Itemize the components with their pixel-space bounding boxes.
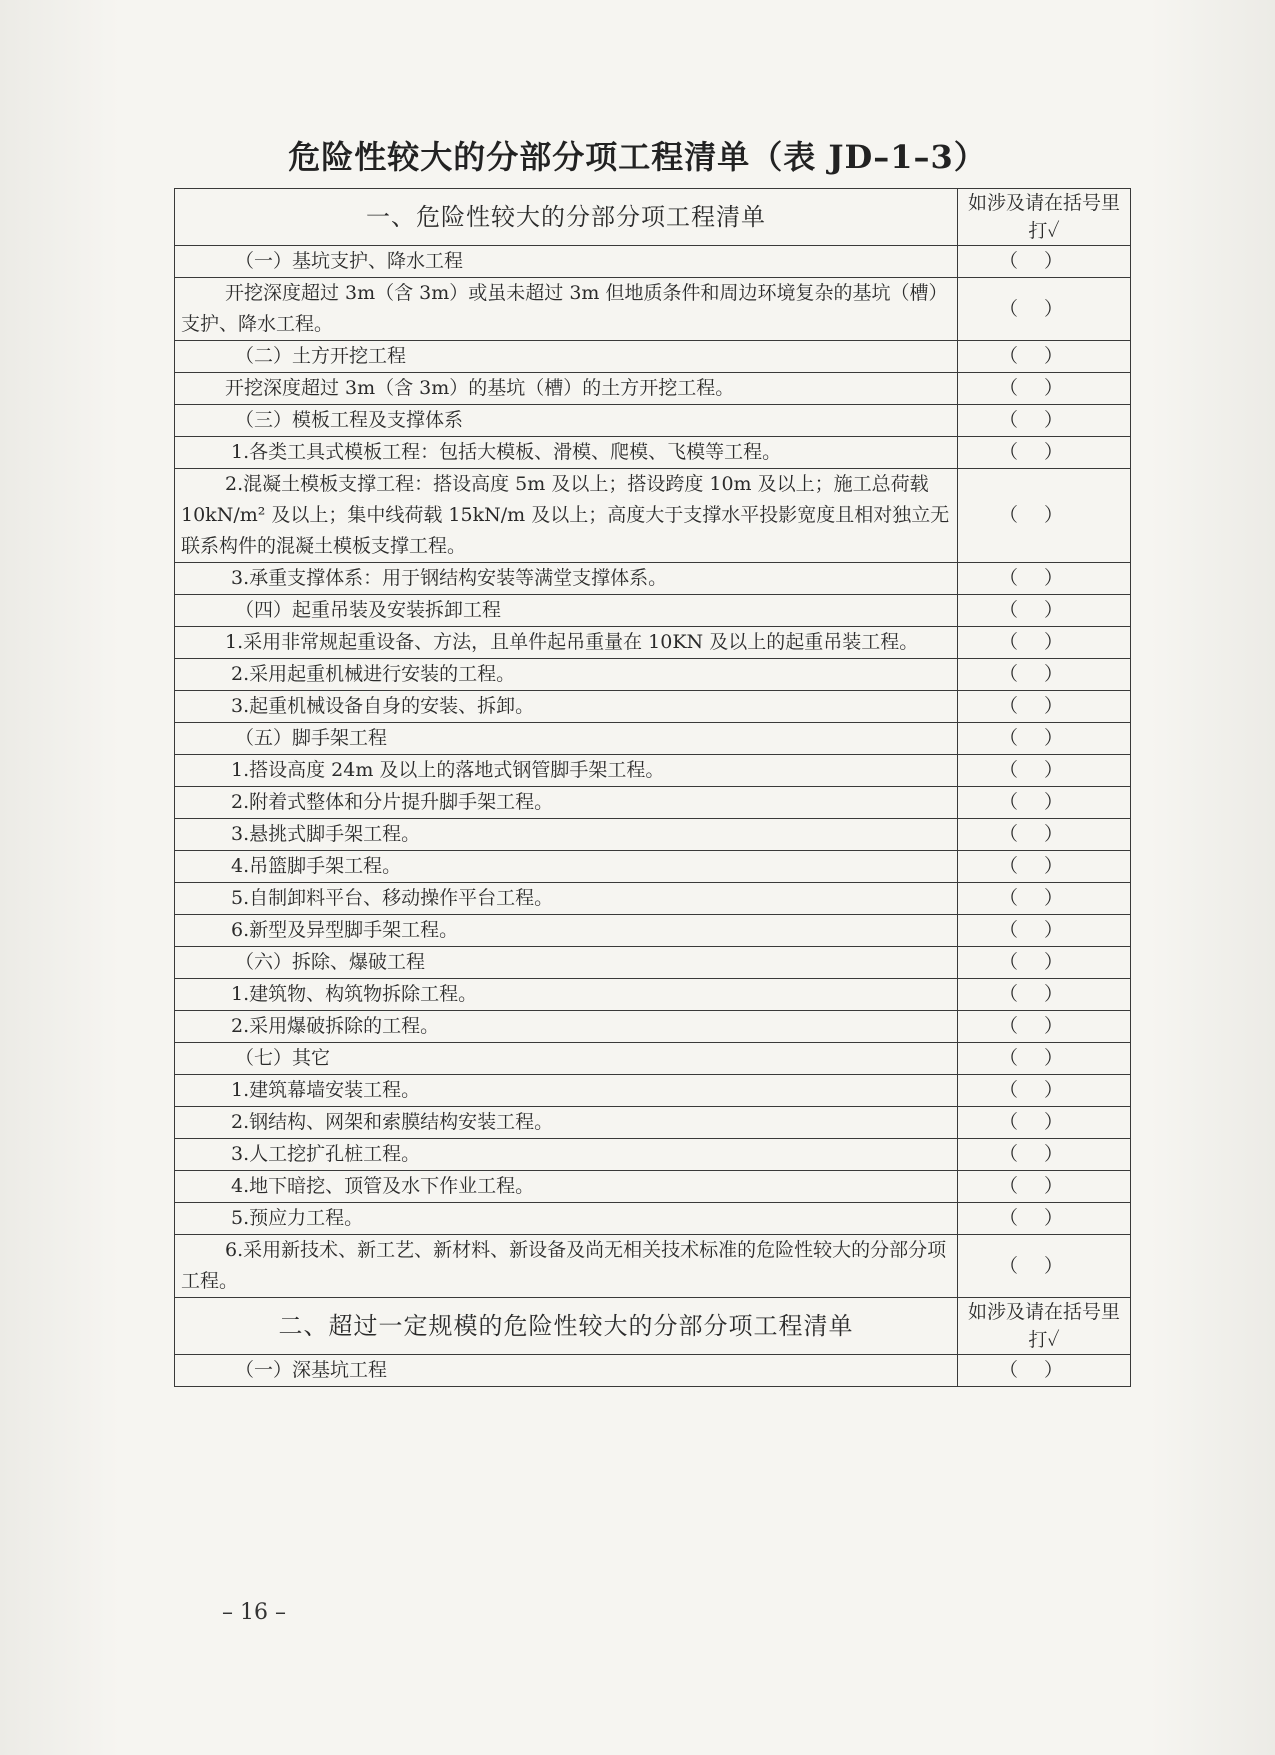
check-box-cell[interactable] xyxy=(958,755,1131,787)
item-text: 3.悬挑式脚手架工程。 xyxy=(175,819,958,851)
check-box-cell[interactable] xyxy=(958,1355,1131,1387)
check-parentheses[interactable]: （） xyxy=(998,663,1089,685)
check-box-cell[interactable] xyxy=(958,723,1131,755)
page-number: – 16 – xyxy=(222,1600,286,1625)
item-text: 1.采用非常规起重设备、方法，且单件起吊重量在 10KN 及以上的起重吊装工程。 xyxy=(175,627,958,659)
check-parentheses[interactable]: （） xyxy=(998,504,1089,526)
table-row xyxy=(175,1107,1131,1139)
check-parentheses[interactable]: （） xyxy=(998,1175,1089,1197)
item-text: 2.混凝土模板支撑工程：搭设高度 5m 及以上；搭设跨度 10m 及以上；施工总荷载 10kN/m² 及以上；集中线荷载 15kN/m 及以上；高度大于支撑水平投影宽度且相对独立无联系构件的混凝土模板支撑工程。 xyxy=(175,469,958,563)
item-text: 4.地下暗挖、顶管及水下作业工程。 xyxy=(175,1171,958,1203)
item-text: 1.各类工具式模板工程：包括大模板、滑模、爬模、飞模等工程。 xyxy=(175,437,958,469)
check-parentheses[interactable]: （） xyxy=(998,1359,1089,1381)
item-text: 2.钢结构、网架和索膜结构安装工程。 xyxy=(175,1107,958,1139)
section-heading: 一、危险性较大的分部分项工程清单 xyxy=(175,189,958,246)
table-row xyxy=(175,851,1131,883)
check-box-cell[interactable] xyxy=(958,627,1131,659)
check-parentheses[interactable]: （） xyxy=(998,1079,1089,1101)
check-box-cell[interactable] xyxy=(958,405,1131,437)
check-box-cell[interactable] xyxy=(958,691,1131,723)
item-text: 3.人工挖扩孔桩工程。 xyxy=(175,1139,958,1171)
table-row xyxy=(175,373,1131,405)
check-parentheses[interactable]: （） xyxy=(998,1015,1089,1037)
item-text: 6.新型及异型脚手架工程。 xyxy=(175,915,958,947)
check-parentheses[interactable]: （） xyxy=(998,377,1089,399)
check-box-cell[interactable] xyxy=(958,947,1131,979)
item-text: 1.建筑物、构筑物拆除工程。 xyxy=(175,979,958,1011)
table-row xyxy=(175,819,1131,851)
category-label: （六）拆除、爆破工程 xyxy=(175,947,958,979)
check-parentheses[interactable]: （） xyxy=(998,951,1089,973)
check-parentheses[interactable]: （） xyxy=(998,1111,1089,1133)
item-text: 5.预应力工程。 xyxy=(175,1203,958,1235)
check-box-cell[interactable] xyxy=(958,1011,1131,1043)
check-parentheses[interactable]: （） xyxy=(998,1047,1089,1069)
table-row xyxy=(175,691,1131,723)
table-row xyxy=(175,469,1131,563)
table-row xyxy=(175,755,1131,787)
check-box-cell[interactable] xyxy=(958,787,1131,819)
check-box-cell[interactable] xyxy=(958,883,1131,915)
check-box-cell[interactable] xyxy=(958,341,1131,373)
table-row xyxy=(175,1171,1131,1203)
table-row xyxy=(175,1043,1131,1075)
hazard-project-table xyxy=(174,188,1131,1387)
check-parentheses[interactable]: （） xyxy=(998,631,1089,653)
table-row xyxy=(175,787,1131,819)
table-row xyxy=(175,947,1131,979)
check-parentheses[interactable]: （） xyxy=(998,727,1089,749)
table-row xyxy=(175,563,1131,595)
category-label: （五）脚手架工程 xyxy=(175,723,958,755)
table-row xyxy=(175,1203,1131,1235)
category-label: （三）模板工程及支撑体系 xyxy=(175,405,958,437)
item-text: 2.采用爆破拆除的工程。 xyxy=(175,1011,958,1043)
check-box-cell[interactable] xyxy=(958,1171,1131,1203)
check-parentheses[interactable]: （） xyxy=(998,823,1089,845)
table-row xyxy=(175,659,1131,691)
check-hint: 如涉及请在括号里打✓ xyxy=(958,1298,1131,1355)
table-row xyxy=(175,1139,1131,1171)
item-text: 2.附着式整体和分片提升脚手架工程。 xyxy=(175,787,958,819)
category-label: （二）土方开挖工程 xyxy=(175,341,958,373)
check-hint: 如涉及请在括号里打✓ xyxy=(958,189,1131,246)
check-parentheses[interactable]: （） xyxy=(998,855,1089,877)
item-text: 6.采用新技术、新工艺、新材料、新设备及尚无相关技术标准的危险性较大的分部分项工程。 xyxy=(175,1235,958,1298)
item-text: 开挖深度超过 3m（含 3m）的基坑（槽）的土方开挖工程。 xyxy=(175,373,958,405)
check-box-cell[interactable] xyxy=(958,278,1131,341)
check-box-cell[interactable] xyxy=(958,1203,1131,1235)
table-row xyxy=(175,1075,1131,1107)
item-text: 1.建筑幕墙安装工程。 xyxy=(175,1075,958,1107)
check-box-cell[interactable] xyxy=(958,1139,1131,1171)
check-parentheses[interactable]: （） xyxy=(998,441,1089,463)
check-parentheses[interactable]: （） xyxy=(998,1207,1089,1229)
check-parentheses[interactable]: （） xyxy=(998,599,1089,621)
table-row xyxy=(175,278,1131,341)
category-label: （一）深基坑工程 xyxy=(175,1355,958,1387)
check-parentheses[interactable]: （） xyxy=(998,250,1089,272)
item-text: 3.起重机械设备自身的安装、拆卸。 xyxy=(175,691,958,723)
section-header-row xyxy=(175,1298,1131,1355)
table-row xyxy=(175,883,1131,915)
page-title: 危险性较大的分部分项工程清单（表 JD–1–3） xyxy=(288,138,987,176)
check-box-cell[interactable] xyxy=(958,437,1131,469)
check-parentheses[interactable]: （） xyxy=(998,297,1089,320)
table-row xyxy=(175,979,1131,1011)
check-box-cell[interactable] xyxy=(958,469,1131,563)
check-box-cell[interactable] xyxy=(958,915,1131,947)
table-row xyxy=(175,246,1131,278)
category-label: （一）基坑支护、降水工程 xyxy=(175,246,958,278)
check-box-cell[interactable] xyxy=(958,1107,1131,1139)
check-box-cell[interactable] xyxy=(958,979,1131,1011)
table-row xyxy=(175,627,1131,659)
table-row xyxy=(175,1355,1131,1387)
check-parentheses[interactable]: （） xyxy=(998,1254,1089,1277)
check-box-cell[interactable] xyxy=(958,246,1131,278)
table-row xyxy=(175,405,1131,437)
item-text: 3.承重支撑体系：用于钢结构安装等满堂支撑体系。 xyxy=(175,563,958,595)
check-parentheses[interactable]: （） xyxy=(998,759,1089,781)
check-box-cell[interactable] xyxy=(958,819,1131,851)
check-box-cell[interactable] xyxy=(958,595,1131,627)
check-parentheses[interactable]: （） xyxy=(998,567,1089,589)
section-heading: 二、超过一定规模的危险性较大的分部分项工程清单 xyxy=(175,1298,958,1355)
section-header-row xyxy=(175,189,1131,246)
check-box-cell[interactable] xyxy=(958,1235,1131,1298)
table-row xyxy=(175,1011,1131,1043)
item-text: 2.采用起重机械进行安装的工程。 xyxy=(175,659,958,691)
check-box-cell[interactable] xyxy=(958,373,1131,405)
check-box-cell[interactable] xyxy=(958,563,1131,595)
item-text: 4.吊篮脚手架工程。 xyxy=(175,851,958,883)
check-parentheses[interactable]: （） xyxy=(998,919,1089,941)
table-row xyxy=(175,723,1131,755)
check-parentheses[interactable]: （） xyxy=(998,409,1089,431)
item-text: 1.搭设高度 24m 及以上的落地式钢管脚手架工程。 xyxy=(175,755,958,787)
table-row xyxy=(175,437,1131,469)
table-row xyxy=(175,341,1131,373)
check-box-cell[interactable] xyxy=(958,1043,1131,1075)
item-text: 5.自制卸料平台、移动操作平台工程。 xyxy=(175,883,958,915)
table-row xyxy=(175,915,1131,947)
table-row xyxy=(175,1235,1131,1298)
check-parentheses[interactable]: （） xyxy=(998,345,1089,367)
check-box-cell[interactable] xyxy=(958,659,1131,691)
item-text: 开挖深度超过 3m（含 3m）或虽未超过 3m 但地质条件和周边环境复杂的基坑（槽）支护、降水工程。 xyxy=(175,278,958,341)
check-box-cell[interactable] xyxy=(958,851,1131,883)
category-label: （七）其它 xyxy=(175,1043,958,1075)
category-label: （四）起重吊装及安装拆卸工程 xyxy=(175,595,958,627)
check-parentheses[interactable]: （） xyxy=(998,887,1089,909)
check-parentheses[interactable]: （） xyxy=(998,791,1089,813)
table-row xyxy=(175,595,1131,627)
check-parentheses[interactable]: （） xyxy=(998,983,1089,1005)
check-parentheses[interactable]: （） xyxy=(998,1143,1089,1165)
check-box-cell[interactable] xyxy=(958,1075,1131,1107)
check-parentheses[interactable]: （） xyxy=(998,695,1089,717)
